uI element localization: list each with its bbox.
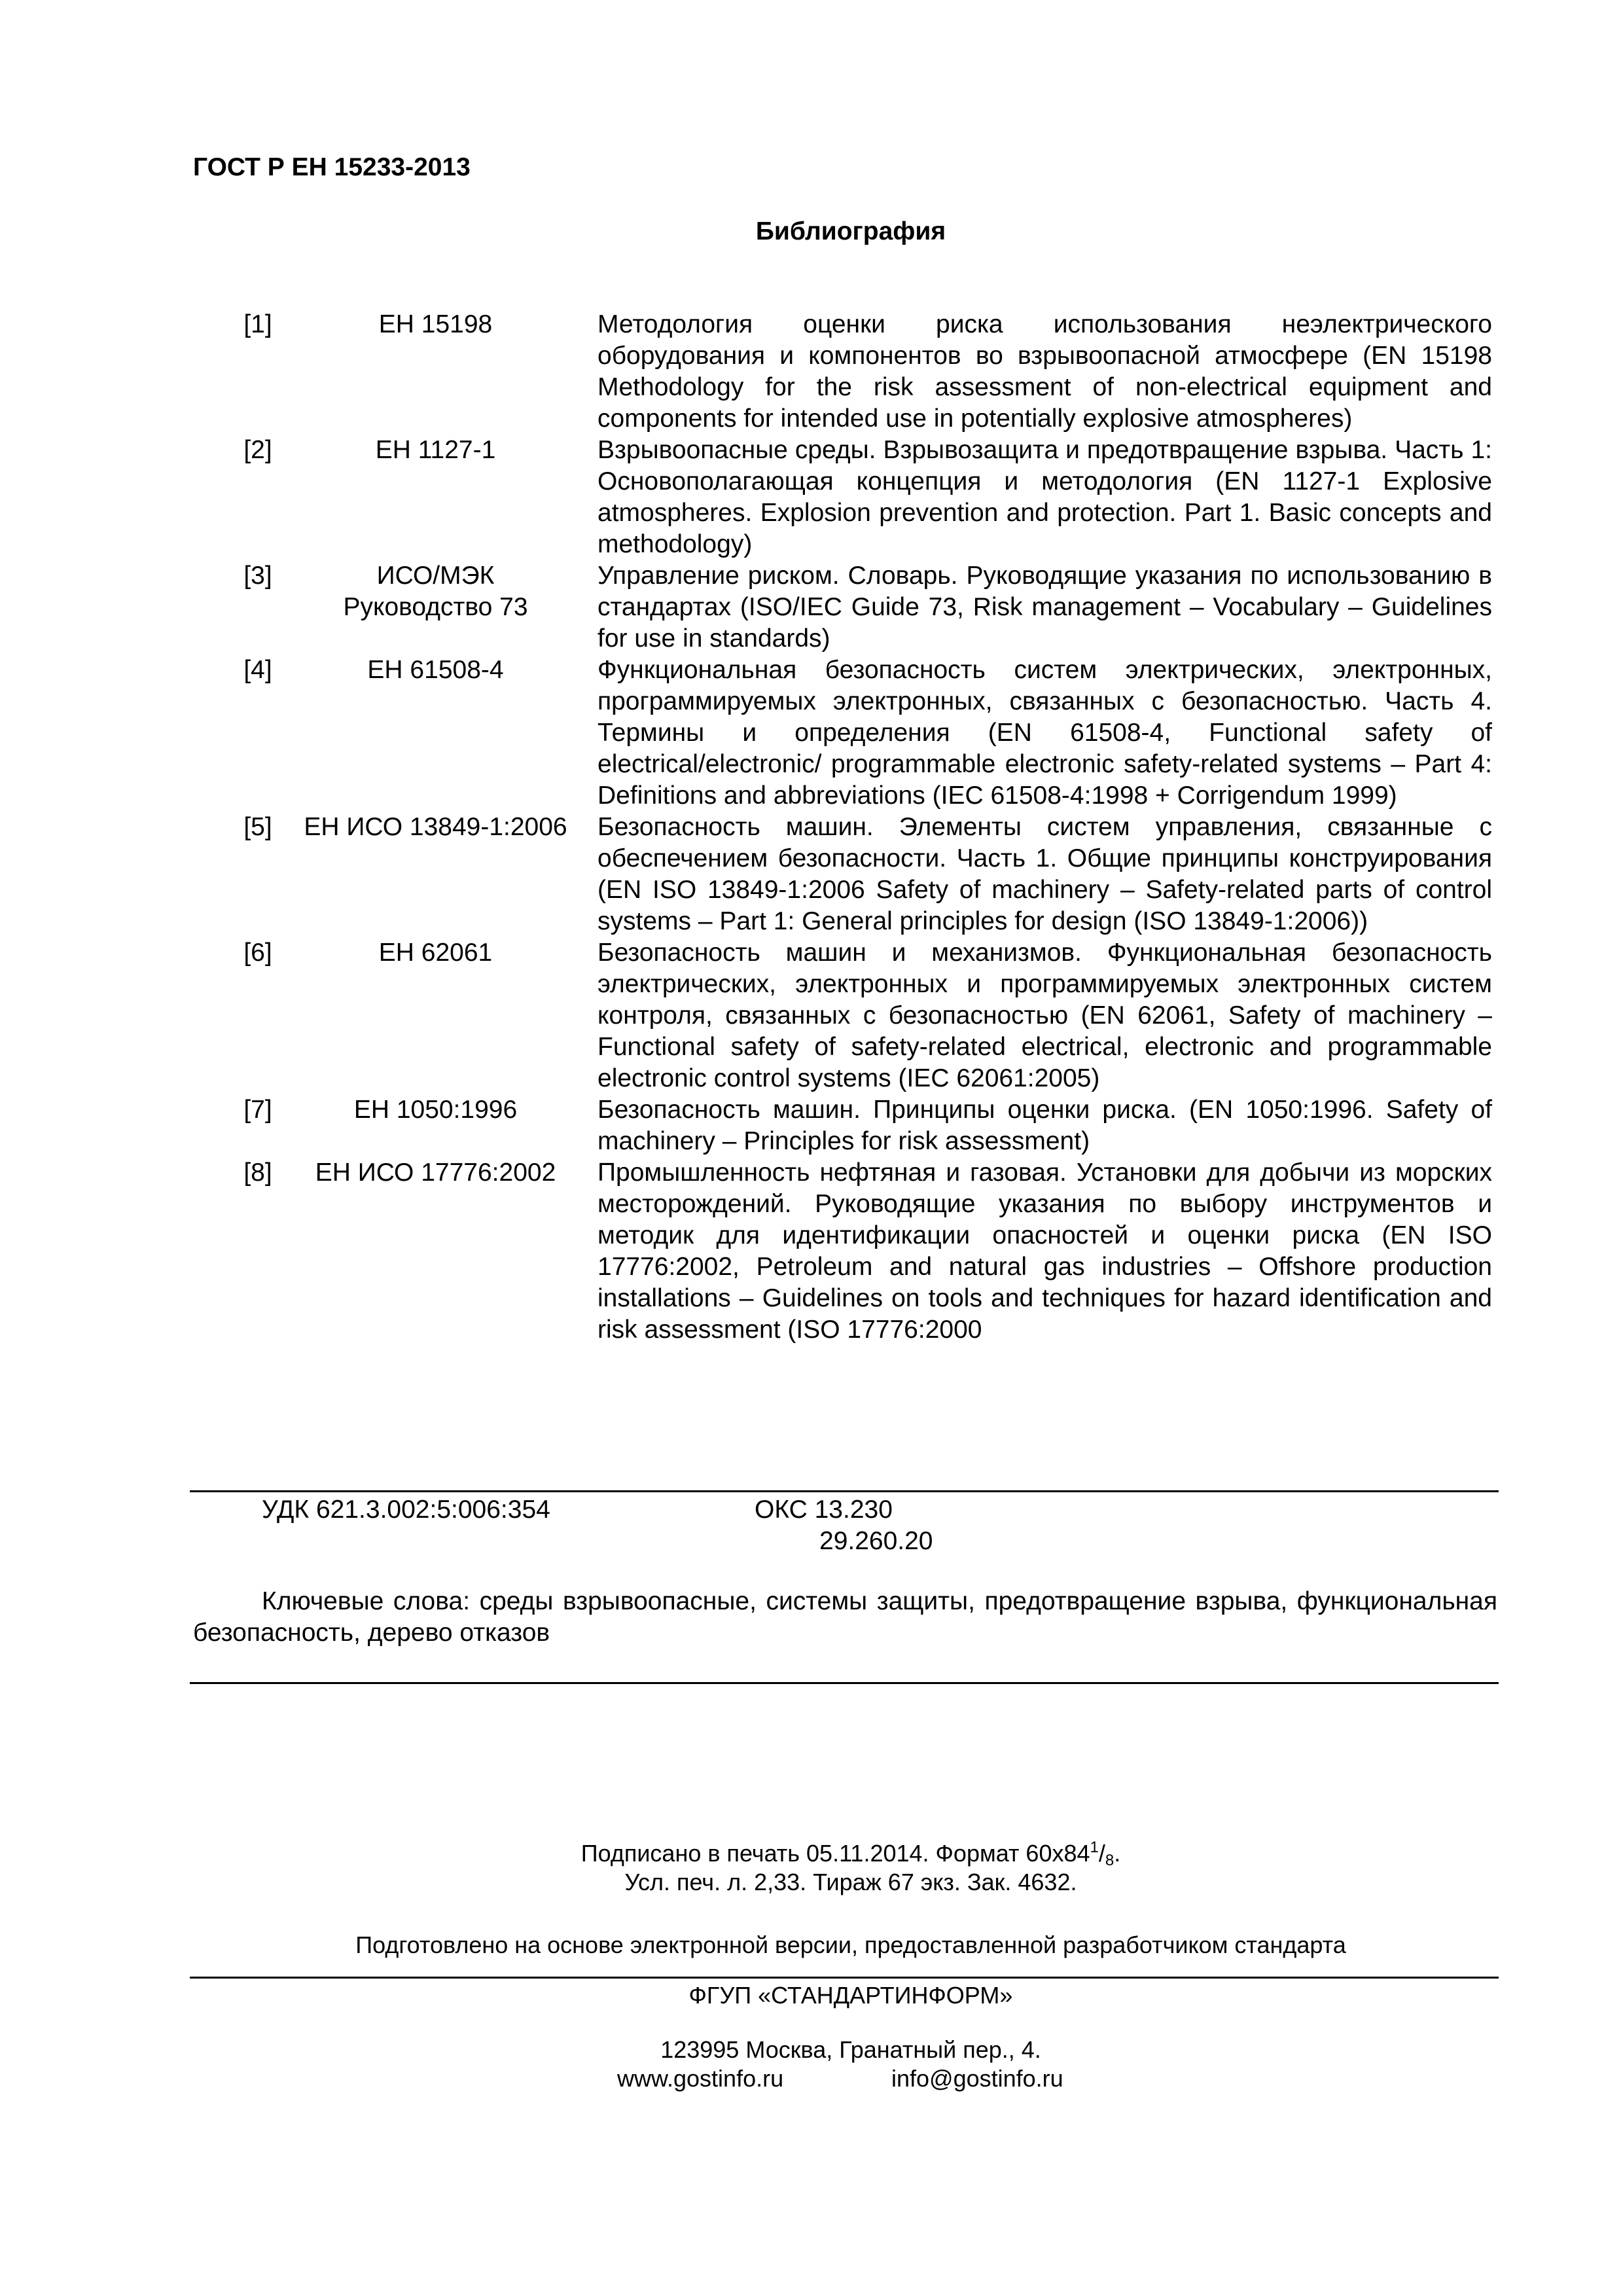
email-link[interactable]: info@gostinfo.ru: [891, 2065, 1063, 2092]
entry-standard-code: ЕН ИСО 17776:2002: [315, 1158, 556, 1187]
bibliography-table: [216, 309, 1492, 1346]
bibliography-title: Библиография: [755, 217, 946, 245]
entry-number: [5]: [243, 813, 272, 841]
bibliography-entry: [216, 812, 1492, 937]
imprint-signed-line: Подписано в печать 05.11.2014. Формат $60x84^1/_8$.: [580, 1839, 1121, 1869]
entry-number: [3]: [243, 562, 272, 590]
oks-code-secondary: 29.260.20: [819, 1527, 933, 1555]
entry-standard-code: ЕН 62061: [378, 939, 493, 967]
entry-title: Методология оценки риска использования неэлектрического оборудования и компонентов во взрывоопасной атмосфере (EN 15198 Methodology for the risk assessment of non-electrical equipment and components for intended use in potentially explosive atmospheres): [597, 310, 1492, 433]
divider-middle: [190, 1682, 1499, 1684]
format-superscript: 1: [1090, 1839, 1099, 1856]
bibliography-entry: [216, 1094, 1492, 1157]
entry-number: [7]: [243, 1096, 272, 1124]
bibliography-entry: [216, 560, 1492, 655]
bibliography-entry: [216, 435, 1492, 560]
entry-number: [1]: [243, 310, 272, 338]
entry-number: [8]: [243, 1158, 272, 1187]
entry-number: [4]: [243, 656, 272, 684]
format-subscript: 8: [1105, 1852, 1115, 1869]
entry-title: Безопасность машин и механизмов. Функциональная безопасность электрических, электронных и программируемых электронных систем контроля, связанных с безопасностью (EN 62061, Safety of machinery – Functional safety of safety-related electrical, electronic and programmable electronic control systems (IEC 62061:2005): [597, 939, 1492, 1092]
imprint-signed-text: Подписано в печать 05.11.2014. Формат 60x84: [580, 1840, 1090, 1867]
entry-standard-code: ЕН 1050:1996: [353, 1096, 518, 1124]
prepared-note: Подготовлено на основе электронной версии, предоставленной разработчиком стандарта: [355, 1931, 1346, 1958]
divider-top: [190, 1490, 1499, 1492]
document-code-header: ГОСТ Р ЕН 15233-2013: [193, 153, 471, 181]
entry-title: Безопасность машин. Элементы систем управления, связанные с обеспечением безопасности. Часть 1. Общие принципы конструирования (EN ISO 13849-1:2006 Safety of machinery – Safety-related parts of control systems – Part 1: General principles for design (ISO 13849-1:2006)): [597, 813, 1492, 935]
entry-title: Промышленность нефтяная и газовая. Установки для добычи из морских месторождений. Руководящие указания по выбору инструментов и методик для идентификации опасностей и оценки риска (EN ISO 17776:2002, Petroleum and natural gas industries – Offshore production installations – Guidelines on tools and techniques for hazard identification and risk assessment (ISO 17776:2000: [597, 1158, 1492, 1344]
entry-number: [2]: [243, 436, 272, 464]
publisher-address: 123995 Москва, Гранатный пер., 4.: [660, 2036, 1041, 2063]
divider-bottom: [190, 1977, 1499, 1979]
entry-standard-code: ИСО/МЭК Руководство 73: [343, 562, 528, 621]
bibliography-entry: [216, 309, 1492, 435]
entry-title: Взрывоопасные среды. Взрывозащита и предотвращение взрыва. Часть 1: Основополагающая концепция и методология (EN 1127-1 Explosive atmospheres. Explosion prevention and protection. Part 1. Basic concepts and methodology): [597, 436, 1492, 558]
bibliography-entry: [216, 1157, 1492, 1346]
oks-code: ОКС 13.230: [755, 1496, 893, 1524]
publisher-name: ФГУП «СТАНДАРТИНФОРМ»: [688, 1982, 1013, 2009]
entry-title: Управление риском. Словарь. Руководящие указания по использованию в стандартах (ISO/IEC Guide 73, Risk management – Vocabulary – Guidelines for use in standards): [597, 562, 1492, 653]
udk-code: УДК 621.3.002:5:006:354: [262, 1496, 550, 1524]
entry-title: Безопасность машин. Принципы оценки риска. (EN 1050:1996. Safety of machinery – Principles for risk assessment): [597, 1096, 1492, 1155]
imprint-signed-suffix: .: [1114, 1840, 1121, 1867]
website-link[interactable]: www.gostinfo.ru: [617, 2065, 784, 2092]
entry-standard-code: ЕН ИСО 13849-1:2006: [304, 813, 567, 841]
entry-number: [6]: [243, 939, 272, 967]
imprint-print-details: Усл. печ. л. 2,33. Тираж 67 экз. Зак. 4632.: [624, 1869, 1077, 1895]
entry-title: Функциональная безопасность систем электрических, электронных, программируемых электронных, связанных с безопасностью. Часть 4. Термины и определения (EN 61508-4, Functional safety of electrical/electronic/ programmable electronic safety-related systems – Part 4: Definitions and abbreviations (IEC 61508-4:1998 + Corrigendum 1999): [597, 656, 1492, 810]
entry-standard-code: ЕН 61508-4: [367, 656, 504, 684]
bibliography-entry: [216, 937, 1492, 1094]
bibliography-entry: [216, 655, 1492, 812]
keywords-paragraph: Ключевые слова: среды взрывоопасные, системы защиты, предотвращение взрыва, функциональная безопасность, дерево отказов: [193, 1587, 1497, 1647]
entry-standard-code: ЕН 15198: [378, 310, 493, 338]
entry-standard-code: ЕН 1127-1: [375, 436, 496, 464]
